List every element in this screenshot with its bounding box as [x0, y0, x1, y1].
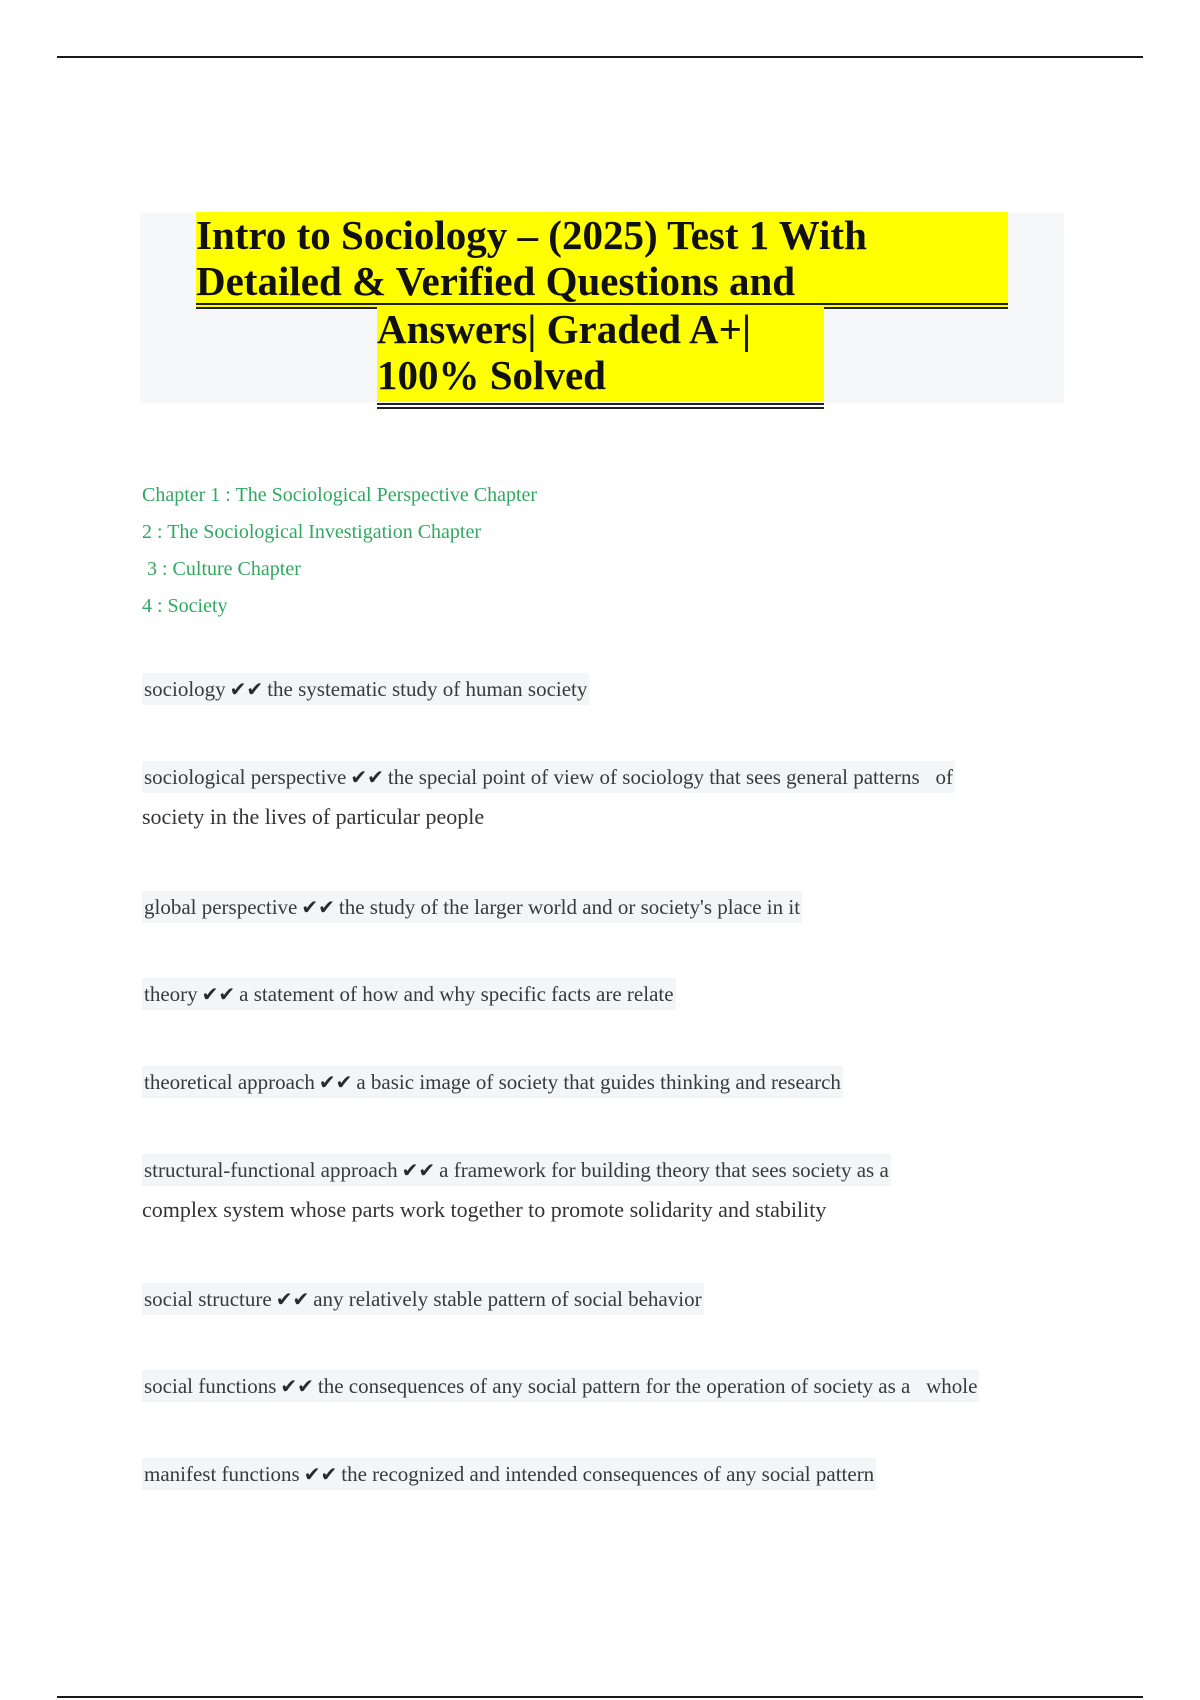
entry-definition: a statement of how and why specific facts are relate	[239, 982, 674, 1006]
double-check-icon: ✔✔	[275, 1287, 310, 1311]
double-check-icon: ✔✔	[350, 765, 384, 789]
entry-definition: the systematic study of human society	[267, 677, 588, 701]
title-text-2: Detailed & Verified Questions and	[196, 258, 796, 304]
entry-term: social structure	[144, 1287, 272, 1311]
chapter-line: 3 : Culture Chapter	[142, 558, 301, 580]
qa-entry	[142, 1158, 891, 1223]
top-rule	[57, 56, 1143, 58]
entry-continuation: society in the lives of particular people	[142, 804, 485, 829]
entry-definition: a framework for building theory that sees society as a	[439, 1158, 889, 1182]
title-text-4: 100% Solved	[377, 352, 606, 398]
entry-term: social functions	[144, 1374, 277, 1398]
entry-term: manifest functions	[144, 1462, 300, 1486]
double-check-icon: ✔✔	[280, 1374, 314, 1398]
entry-definition: the recognized and intended consequences of any social pattern	[341, 1462, 875, 1486]
entry-definition: the consequences of any social pattern for the operation of society as a whole	[317, 1374, 978, 1398]
entry-term: theoretical approach	[144, 1070, 315, 1094]
page-title-line-1	[196, 212, 1008, 308]
double-check-icon: ✔✔	[401, 1158, 436, 1182]
double-check-icon: ✔✔	[301, 895, 335, 919]
qa-entry	[142, 1287, 704, 1312]
double-check-icon: ✔✔	[201, 982, 236, 1006]
chapter-line: 2 : The Sociological Investigation Chapter	[142, 521, 482, 543]
chapter-line: 4 : Society	[142, 595, 228, 617]
bottom-rule	[57, 1696, 1143, 1698]
entry-definition: the study of the larger world and or society's place in it	[338, 895, 801, 919]
title-text-1: Intro to Sociology – (2025) Test 1 With	[196, 212, 867, 258]
entry-definition: the special point of view of sociology that sees general patterns of	[387, 765, 953, 789]
entry-definition: a basic image of society that guides thinking and research	[356, 1070, 841, 1094]
qa-entry	[142, 1462, 876, 1487]
qa-entry	[142, 1070, 843, 1095]
title-text-3: Answers| Graded A+|	[377, 306, 751, 352]
chapter-line: Chapter 1 : The Sociological Perspective Chapter	[142, 484, 538, 506]
entry-term: global perspective	[144, 895, 298, 919]
double-check-icon: ✔✔	[303, 1462, 338, 1486]
entry-term: structural-functional approach	[144, 1158, 398, 1182]
entry-definition: any relatively stable pattern of social behavior	[313, 1287, 702, 1311]
entry-continuation: complex system whose parts work together to promote solidarity and stability	[142, 1197, 827, 1222]
double-check-icon: ✔✔	[318, 1070, 353, 1094]
entry-term: sociology	[144, 677, 226, 701]
qa-entry	[142, 765, 955, 830]
page-title-line-2	[377, 306, 824, 402]
title-double-underline-2	[377, 403, 824, 409]
entry-term: sociological perspective	[144, 765, 347, 789]
qa-entry	[142, 677, 589, 702]
entry-term: theory	[144, 982, 198, 1006]
qa-entry	[142, 895, 802, 920]
qa-entry	[142, 982, 676, 1007]
double-check-icon: ✔✔	[229, 677, 264, 701]
qa-entry	[142, 1374, 979, 1399]
